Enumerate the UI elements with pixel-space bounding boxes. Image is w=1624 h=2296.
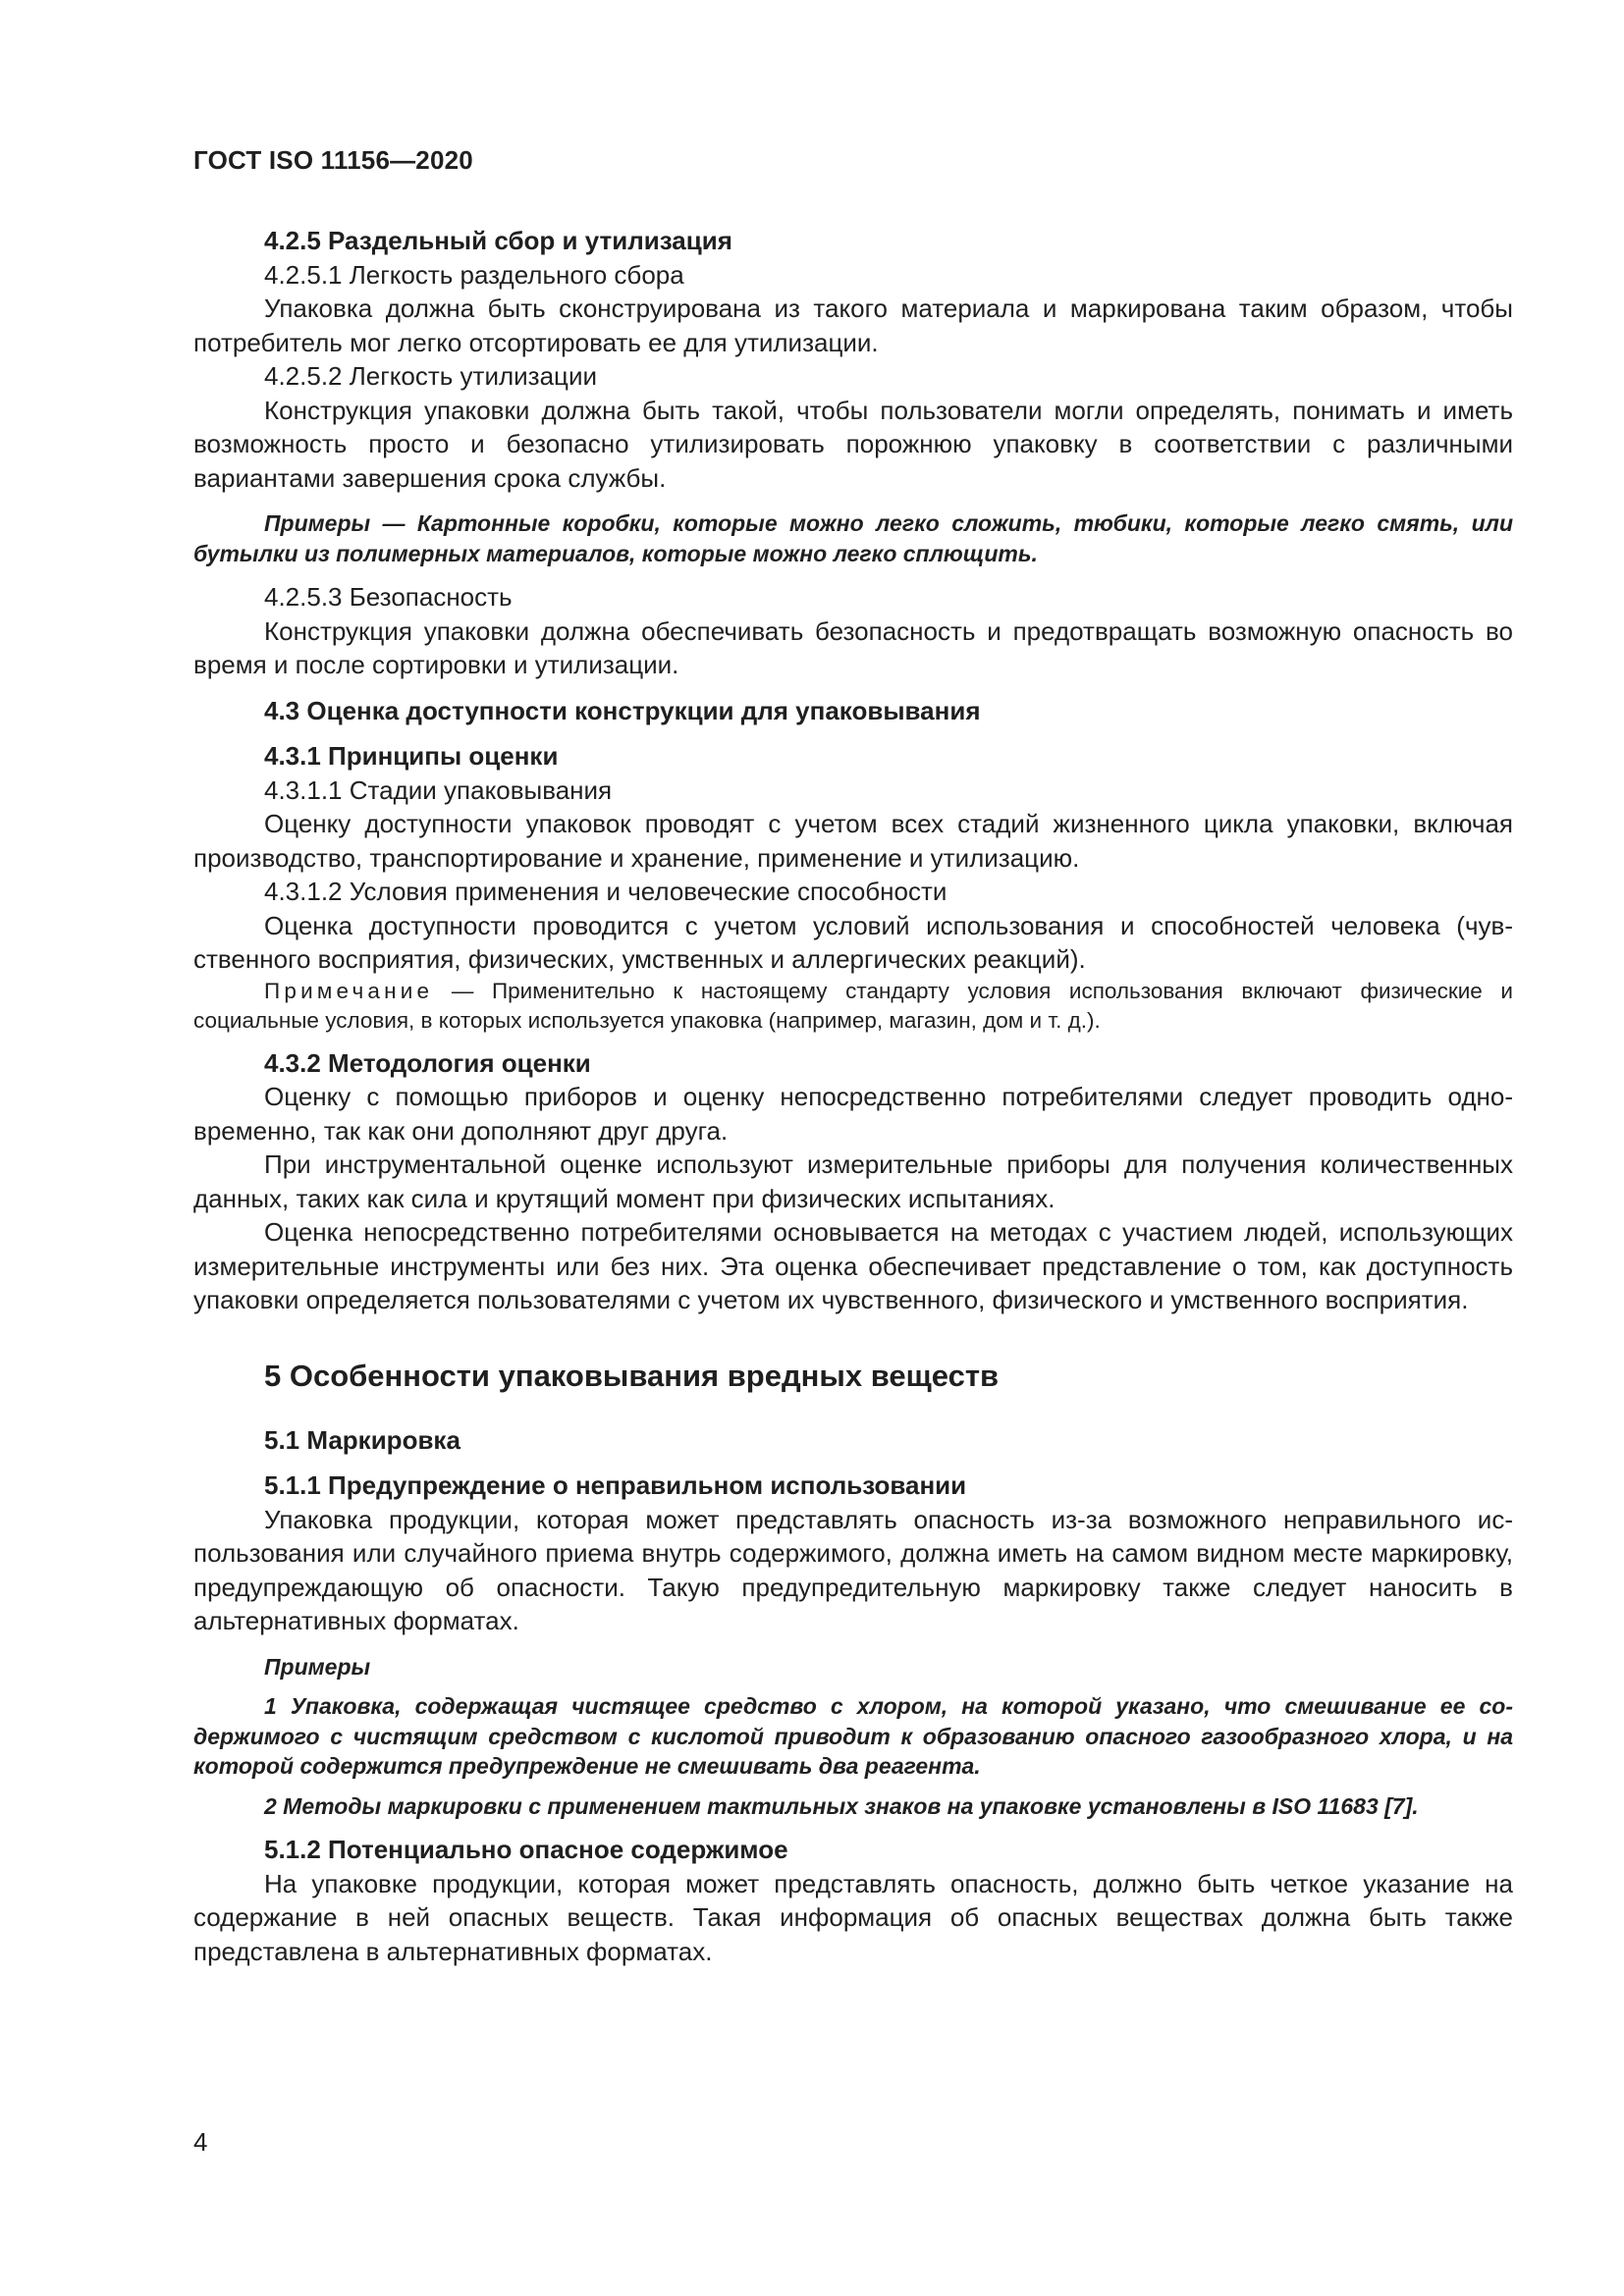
paragraph-5-1-2: На упаковке продукции, которая может представлять опасность, должно быть четкое указание на содержание в ней опасных веществ. Такая информация об опасных веществах должна быть также представлена в альтернативных форматах. — [193, 1868, 1513, 1966]
heading-4-3-2: 4.3.2 Методология оценки — [264, 1047, 591, 1078]
paragraph-5-1-1: Упаковка продукции, которая может представлять опасность из-за возможного неправильного использования или случайного приема внутрь содержимого, должна иметь на самом видном месте маркировку, предупреждающую об опасности. Такую предупредительную маркировку также следует наносить в альтернативных форматах. — [193, 1504, 1513, 1635]
subheading-4-3-1-2: 4.3.1.2 Условия применения и человеческие способности — [264, 877, 947, 906]
subheading-4-2-5-3: 4.2.5.3 Безопасность — [264, 582, 513, 612]
subheading-4-3-1-1: 4.3.1.1 Стадии упаковывания — [264, 774, 613, 805]
heading-4-3: 4.3 Оценка доступности конструкции для упаковывания — [264, 695, 981, 725]
subheading-4-2-5-1: 4.2.5.1 Легкость раздельного сбора — [264, 259, 684, 290]
note-4-3-1-2 — [193, 977, 1513, 1037]
paragraph-4-2-5-1: Упаковка должна быть сконструирована из такого материала и маркирована таким образом, чтобы потребитель мог легко отсортировать ее для утилизации. — [193, 294, 1513, 357]
document-body — [193, 224, 1513, 1968]
heading-5-1: 5.1 Маркировка — [264, 1424, 460, 1455]
heading-4-3-1: 4.3.1 Принципы оценки — [264, 741, 559, 771]
examples-4-2-5-2: Примеры — Картонные коробки, которые можно легко сложить, тюбики, которые легко смять, или бутылки из полимерных материалов, которые можно легко сплющить. — [193, 510, 1513, 566]
note-text: — Применительно к настоящему стандарту условия использования включают физические и социальные условия, в которых используется упаковка (например, магазин, дом и т. д.). — [193, 978, 1513, 1033]
heading-5-1-2: 5.1.2 Потенциально опасное содержимое — [264, 1835, 788, 1864]
page-number: 4 — [193, 2127, 208, 2157]
document-code-header: ГОСТ ISO 11156—2020 — [193, 145, 473, 175]
paragraph-4-3-1-2: Оценка доступности проводится с учетом условий использования и способностей человека (чувственного восприятия, физических, умственных и аллергических реакций). — [193, 910, 1513, 974]
subheading-4-2-5-2: 4.2.5.2 Легкость утилизации — [264, 361, 597, 391]
heading-4-2-5: 4.2.5 Раздельный сбор и утилизация — [264, 226, 732, 255]
example-5-1-1-1: 1 Упаковка, содержащая чистящее средство с хлором, на которой указано, что смешивание ее содержимого с чистящим средством с кислотой приводит к образованию опасного газообразного хлора, и на которой содержится предупреждение не смешивать два реагента. — [193, 1693, 1513, 1779]
paragraph-4-3-2-c: Оценка непосредственно потребителями основывается на методах с участием людей, использующих измерительные инструменты или без них. Эта оценка обеспечивает представление о том, как доступность упаковки определяется пользователями с учетом их чувственного, физического и умственного восприятия. — [193, 1217, 1513, 1314]
heading-5-1-1: 5.1.1 Предупреждение о неправильном использовании — [264, 1470, 967, 1500]
paragraph-4-3-2-a: Оценку с помощью приборов и оценку непосредственно потребителями следует проводить одновременно, так как они дополняют друг друга. — [193, 1082, 1513, 1146]
example-5-1-1-2: 2 Методы маркировки с применением тактильных знаков на упаковке установлены в ISO 11683 [7]. — [264, 1792, 1419, 1819]
examples-title-5-1-1: Примеры — [264, 1653, 371, 1680]
paragraph-4-2-5-3: Конструкция упаковки должна обеспечивать безопасность и предотвращать возможную опасность во время и после сортировки и утилизации. — [193, 615, 1513, 679]
paragraph-4-2-5-2: Конструкция упаковки должна быть такой, чтобы пользователи могли определять, понимать и иметь возможность просто и безопасно утилизировать порожнюю упаковку в соответствии с различными вариантами завершения срока службы. — [193, 395, 1513, 493]
paragraph-4-3-1-1: Оценку доступности упаковок проводят с учетом всех стадий жизненного цикла упаковки, включая производство, транспортирование и хранение, применение и утилизацию. — [193, 809, 1513, 873]
section-heading-5: 5 Особенности упаковывания вредных веществ — [264, 1358, 1000, 1393]
note-label: Примечание — [264, 978, 434, 1003]
paragraph-4-3-2-b: При инструментальной оценке используют измерительные приборы для получения количественных данных, таких как сила и крутящий момент при физических испытаниях. — [193, 1149, 1513, 1213]
